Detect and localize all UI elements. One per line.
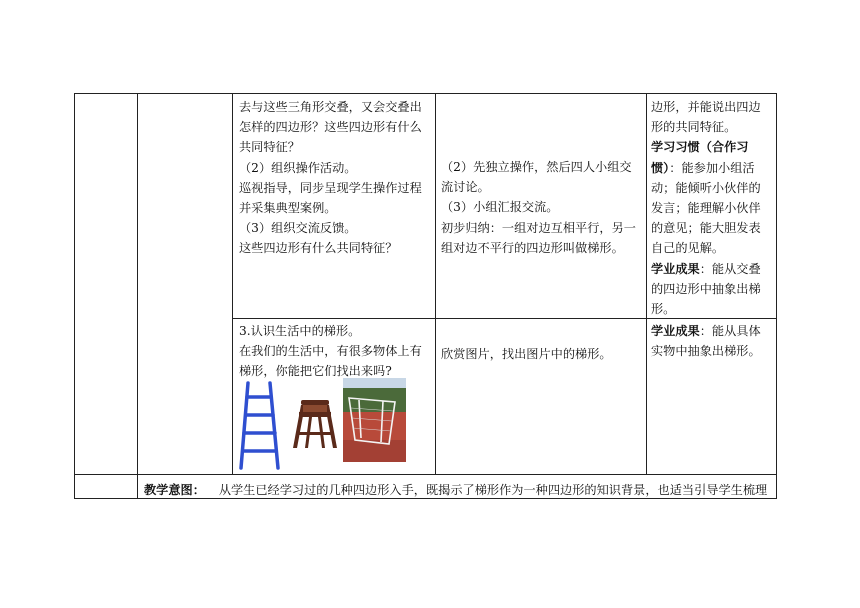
soccer-goal-photo (343, 378, 406, 462)
habit-line: 的意见；能大胆发表 (651, 221, 761, 236)
table-top-border (74, 93, 777, 94)
student-line: （3）小组汇报交流。 (441, 200, 559, 215)
habit-line (651, 158, 761, 178)
teacher-line: 在我们的生活中，有很多物体上有 (239, 344, 422, 359)
student-line: 初步归纳：一组对边互相平行，另一 (441, 220, 636, 235)
ladder-image (238, 379, 280, 471)
goal-line: 边形，并能说出四边 (651, 100, 761, 114)
habit-line: 自己的见解。 (651, 241, 725, 256)
student-line: 流讨论。 (441, 180, 490, 195)
teacher-line: 这些四边形有什么共同特征？ (239, 241, 398, 256)
row-divider-footer (74, 474, 777, 475)
goal-cell (651, 97, 761, 319)
result-line (651, 259, 761, 279)
teacher-line: 并采集典型案例。 (239, 201, 337, 216)
high-chair-image (291, 398, 339, 450)
table-bottom-border (74, 498, 777, 499)
teacher-line: 怎样的四边形？这些四边形有什么 (239, 120, 422, 135)
teaching-intent-label: 教学意图： (144, 483, 205, 497)
teacher-line: （3）组织交流反馈。 (239, 221, 357, 236)
student-activity-cell-2 (441, 344, 612, 364)
teacher-activity-cell-2 (239, 321, 422, 382)
col-border-right (776, 93, 777, 499)
col-border-3 (232, 93, 233, 475)
habit-line: 发言；能理解小伙伴 (651, 201, 761, 216)
teacher-activity-cell (239, 97, 422, 259)
teacher-line: 巡视指导，同步呈现学生操作过程 (239, 180, 422, 195)
teaching-intent-text: 从学生已经学习过的几种四边形入手，既揭示了梯形作为一种四边形的知识背景，也适当引导学生梳理 (218, 483, 768, 497)
goal-line: 形的共同特征。 (651, 120, 737, 135)
teacher-line: 去与这些三角形交叠，又会交叠出 (239, 100, 422, 114)
student-activity-cell (441, 157, 636, 258)
result-line: 实物中抽象出梯形。 (651, 344, 761, 359)
teaching-intent-row (144, 481, 767, 498)
habit-title: 学习习惯（合作习 (651, 140, 749, 155)
student-line: 欣赏图片，找出图片中的梯形。 (441, 347, 612, 361)
habit-text: ：能参加小组活 (669, 160, 755, 175)
col-border-2 (137, 93, 138, 499)
result-title: 学业成果 (651, 261, 700, 276)
teacher-line: 3.认识生活中的梯形。 (239, 324, 361, 338)
result-text: ：能从具体 (699, 324, 761, 338)
col-border-4 (435, 93, 436, 475)
habit-title-cont: 惯） (651, 160, 670, 175)
habit-line: 动；能倾听小伙伴的 (651, 180, 761, 195)
result-line: 的四边形中抽象出梯 (651, 281, 761, 296)
result-line: 形。 (651, 302, 676, 317)
col-border-left (74, 93, 75, 499)
col-border-5 (646, 93, 647, 475)
result-title: 学业成果 (651, 324, 700, 338)
student-line: （2）先独立操作，然后四人小组交 (441, 160, 632, 174)
teacher-line: 梯形，你能把它们找出来吗? (239, 364, 392, 379)
teacher-line: （2）组织操作活动。 (239, 160, 357, 175)
result-line (651, 321, 761, 341)
teacher-line: 共同特征？ (239, 140, 300, 155)
result-text: ：能从交叠 (699, 261, 761, 276)
student-line: 组对边不平行的四边形叫做梯形。 (441, 240, 624, 255)
goal-cell-2 (651, 321, 761, 361)
